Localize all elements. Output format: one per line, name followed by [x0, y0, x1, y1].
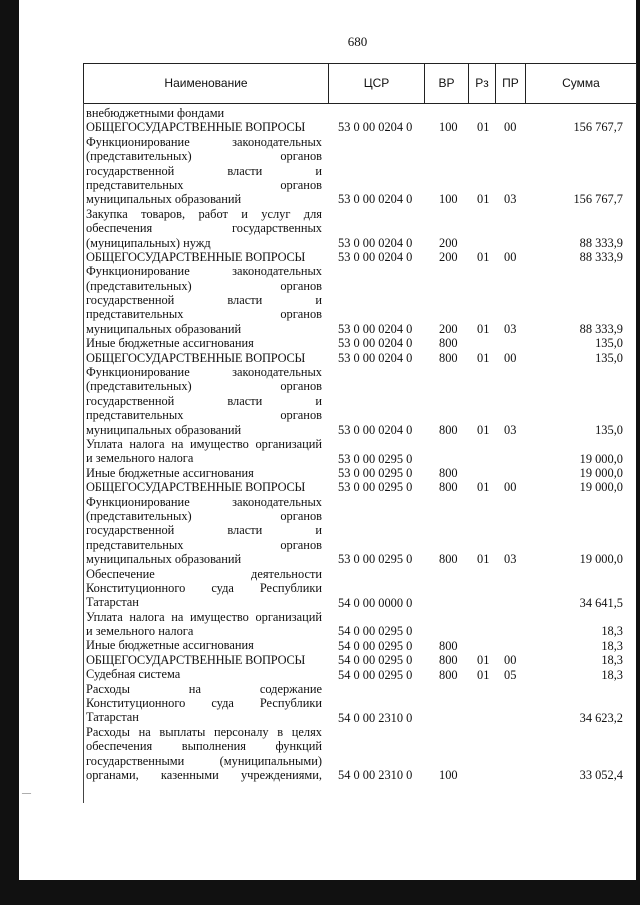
name-line: ОБЩЕГОСУДАРСТВЕННЫЕ ВОПРОСЫ: [86, 120, 306, 135]
table-row: [0, 423, 640, 437]
name-line: органами, казенными учреждениями,: [86, 767, 322, 782]
vr-cell: 200: [439, 250, 458, 264]
name-line: представительных органов: [86, 408, 322, 423]
vr-cell: 800: [439, 350, 458, 365]
table-row: [0, 322, 640, 336]
name-line: Судебная система: [86, 667, 181, 682]
header-vr: ВР: [438, 76, 455, 90]
sum-cell: 88 333,9: [579, 322, 623, 336]
pr-cell: 00: [504, 120, 517, 135]
table-row: [0, 452, 640, 466]
csr-cell: 53 0 00 0204 0: [338, 350, 413, 365]
csr-cell: 54 0 00 2310 0: [338, 710, 413, 725]
name-line: ОБЩЕГОСУДАРСТВЕННЫЕ ВОПРОСЫ: [86, 249, 306, 264]
csr-cell: 54 0 00 0000 0: [338, 595, 413, 610]
name-line: государственной власти и: [86, 523, 322, 538]
rz-cell: 01: [477, 250, 490, 264]
sum-cell: 19 000,0: [579, 552, 623, 567]
csr-cell: 53 0 00 0295 0: [338, 466, 413, 480]
sum-cell: 18,3: [601, 653, 623, 668]
name-line: Функционирование законодательных: [86, 365, 322, 380]
name-line: Функционирование законодательных: [86, 134, 322, 149]
csr-cell: 53 0 00 0204 0: [338, 235, 413, 250]
pr-cell: 03: [504, 322, 517, 336]
table-row: [0, 250, 640, 264]
table-row: [0, 192, 640, 206]
name-line: Иные бюджетные ассигнования: [86, 465, 254, 480]
csr-cell: 54 0 00 0295 0: [338, 667, 413, 682]
sum-cell: 34 623,2: [579, 710, 623, 725]
pr-cell: 00: [504, 250, 517, 264]
name-line: Конституционного суда Республики: [86, 696, 322, 711]
vr-cell: 800: [439, 653, 458, 668]
sum-cell: 19 000,0: [579, 451, 623, 466]
pr-cell: 05: [504, 667, 517, 682]
csr-cell: 54 0 00 0295 0: [338, 653, 413, 668]
table-row: [0, 236, 640, 250]
name-line: (муниципальных) нужд: [86, 235, 211, 250]
name-line: государственной власти и: [86, 163, 322, 178]
table-row: [0, 639, 640, 653]
name-line: Иные бюджетные ассигнования: [86, 336, 254, 351]
table-row: [0, 624, 640, 638]
name-line: Функционирование законодательных: [86, 494, 322, 509]
sum-cell: 18,3: [601, 667, 623, 682]
name-line: муниципальных образований: [86, 321, 242, 336]
table-row: [0, 466, 640, 480]
margin-mark: —: [22, 788, 31, 798]
vr-cell: 800: [439, 667, 458, 682]
table-row: [0, 351, 640, 365]
csr-cell: 54 0 00 2310 0: [338, 768, 413, 783]
vr-cell: 200: [439, 235, 458, 250]
table-row: [0, 336, 640, 350]
vr-cell: 800: [439, 552, 458, 567]
name-line: (представительных) органов: [86, 149, 322, 164]
sum-cell: 135,0: [595, 422, 623, 437]
page-number: 680: [347, 34, 368, 49]
vr-cell: 800: [439, 422, 458, 437]
name-line: муниципальных образований: [86, 552, 242, 567]
table-row: [0, 653, 640, 667]
pr-cell: 03: [504, 192, 517, 207]
name-line: и земельного налога: [86, 451, 194, 466]
pr-cell: 00: [504, 653, 517, 668]
name-line: обеспечения выполнения функций: [86, 739, 322, 754]
name-line: ОБЩЕГОСУДАРСТВЕННЫЕ ВОПРОСЫ: [86, 652, 306, 667]
rz-cell: 01: [477, 653, 490, 668]
name-line: Уплата налога на имущество организаций: [86, 436, 322, 451]
csr-cell: 53 0 00 0295 0: [338, 480, 413, 495]
sum-cell: 88 333,9: [579, 235, 623, 250]
name-line: государственной власти и: [86, 393, 322, 408]
rz-cell: 01: [477, 120, 490, 135]
name-line: представительных органов: [86, 307, 322, 322]
header-rz: Рз: [475, 76, 489, 90]
name-line: Татарстан: [86, 710, 139, 725]
pr-cell: 00: [504, 480, 517, 495]
rz-cell: 01: [477, 422, 490, 437]
header-sum: Сумма: [562, 76, 600, 90]
name-line: представительных органов: [86, 537, 322, 552]
table-row: [0, 480, 640, 494]
table-row: [0, 596, 640, 610]
header-name: Наименование: [164, 76, 248, 90]
name-line: Уплата налога на имущество организаций: [86, 609, 322, 624]
rz-cell: 01: [477, 350, 490, 365]
csr-cell: 53 0 00 0204 0: [338, 250, 413, 264]
name-line: представительных органов: [86, 177, 322, 192]
csr-cell: 53 0 00 0204 0: [338, 192, 413, 207]
rz-cell: 01: [477, 667, 490, 682]
table-row: [0, 711, 640, 725]
name-line: Иные бюджетные ассигнования: [86, 638, 254, 653]
name-line: и земельного налога: [86, 624, 194, 639]
sum-cell: 156 767,7: [573, 120, 623, 135]
csr-cell: 53 0 00 0204 0: [338, 336, 413, 351]
vr-cell: 100: [439, 192, 458, 207]
name-line: Расходы на выплаты персоналу в целях: [86, 724, 322, 739]
sum-cell: 18,3: [601, 624, 623, 639]
rz-cell: 01: [477, 552, 490, 567]
name-line: государственными (муниципальными): [86, 753, 322, 768]
csr-cell: 54 0 00 0295 0: [338, 624, 413, 639]
name-line: (представительных) органов: [86, 379, 322, 394]
csr-cell: 53 0 00 0295 0: [338, 552, 413, 567]
name-line: обеспечения государственных: [86, 221, 322, 236]
sum-cell: 33 052,4: [579, 768, 623, 783]
vr-cell: 100: [439, 120, 458, 135]
name-line: (представительных) органов: [86, 278, 322, 293]
sum-cell: 18,3: [601, 638, 623, 653]
name-line: ОБЩЕГОСУДАРСТВЕННЫЕ ВОПРОСЫ: [86, 480, 306, 495]
name-line: муниципальных образований: [86, 422, 242, 437]
rz-cell: 01: [477, 322, 490, 336]
sum-cell: 156 767,7: [573, 192, 623, 207]
sum-cell: 19 000,0: [579, 466, 623, 480]
vr-cell: 800: [439, 638, 458, 653]
name-line: Татарстан: [86, 595, 139, 610]
name-line: ОБЩЕГОСУДАРСТВЕННЫЕ ВОПРОСЫ: [86, 350, 306, 365]
csr-cell: 54 0 00 0295 0: [338, 638, 413, 653]
rz-cell: 01: [477, 480, 490, 495]
vr-cell: 200: [439, 322, 458, 336]
csr-cell: 53 0 00 0204 0: [338, 322, 413, 336]
vr-cell: 800: [439, 480, 458, 495]
name-line: Функционирование законодательных: [86, 264, 322, 279]
name-line: внебюджетными фондами: [86, 106, 225, 120]
sum-cell: 88 333,9: [579, 250, 623, 264]
sum-cell: 19 000,0: [579, 480, 623, 495]
vr-cell: 800: [439, 336, 458, 351]
csr-cell: 53 0 00 0295 0: [338, 451, 413, 466]
sum-cell: 34 641,5: [579, 595, 623, 610]
header-pr: ПР: [502, 76, 519, 90]
sum-cell: 135,0: [595, 336, 623, 351]
vr-cell: 800: [439, 466, 458, 480]
sum-cell: 135,0: [595, 350, 623, 365]
pr-cell: 03: [504, 552, 517, 567]
name-line: муниципальных образований: [86, 192, 242, 207]
csr-cell: 53 0 00 0204 0: [338, 120, 413, 135]
header-csr: ЦСР: [363, 76, 390, 90]
csr-cell: 53 0 00 0204 0: [338, 422, 413, 437]
pr-cell: 03: [504, 422, 517, 437]
name-line: Расходы на содержание: [86, 681, 322, 696]
vr-cell: 100: [439, 768, 458, 783]
table-row: [0, 120, 640, 134]
scan-edge-bottom: [0, 880, 640, 905]
table-row: [0, 668, 640, 682]
pr-cell: 00: [504, 350, 517, 365]
rz-cell: 01: [477, 192, 490, 207]
name-line: Закупка товаров, работ и услуг для: [86, 206, 322, 221]
table-row: [0, 552, 640, 566]
table-header: [83, 63, 637, 104]
name-line: (представительных) органов: [86, 508, 322, 523]
name-line: Конституционного суда Республики: [86, 580, 322, 595]
table-row: [0, 768, 640, 782]
name-line: государственной власти и: [86, 293, 322, 308]
name-line: Обеспечение деятельности: [86, 566, 322, 581]
